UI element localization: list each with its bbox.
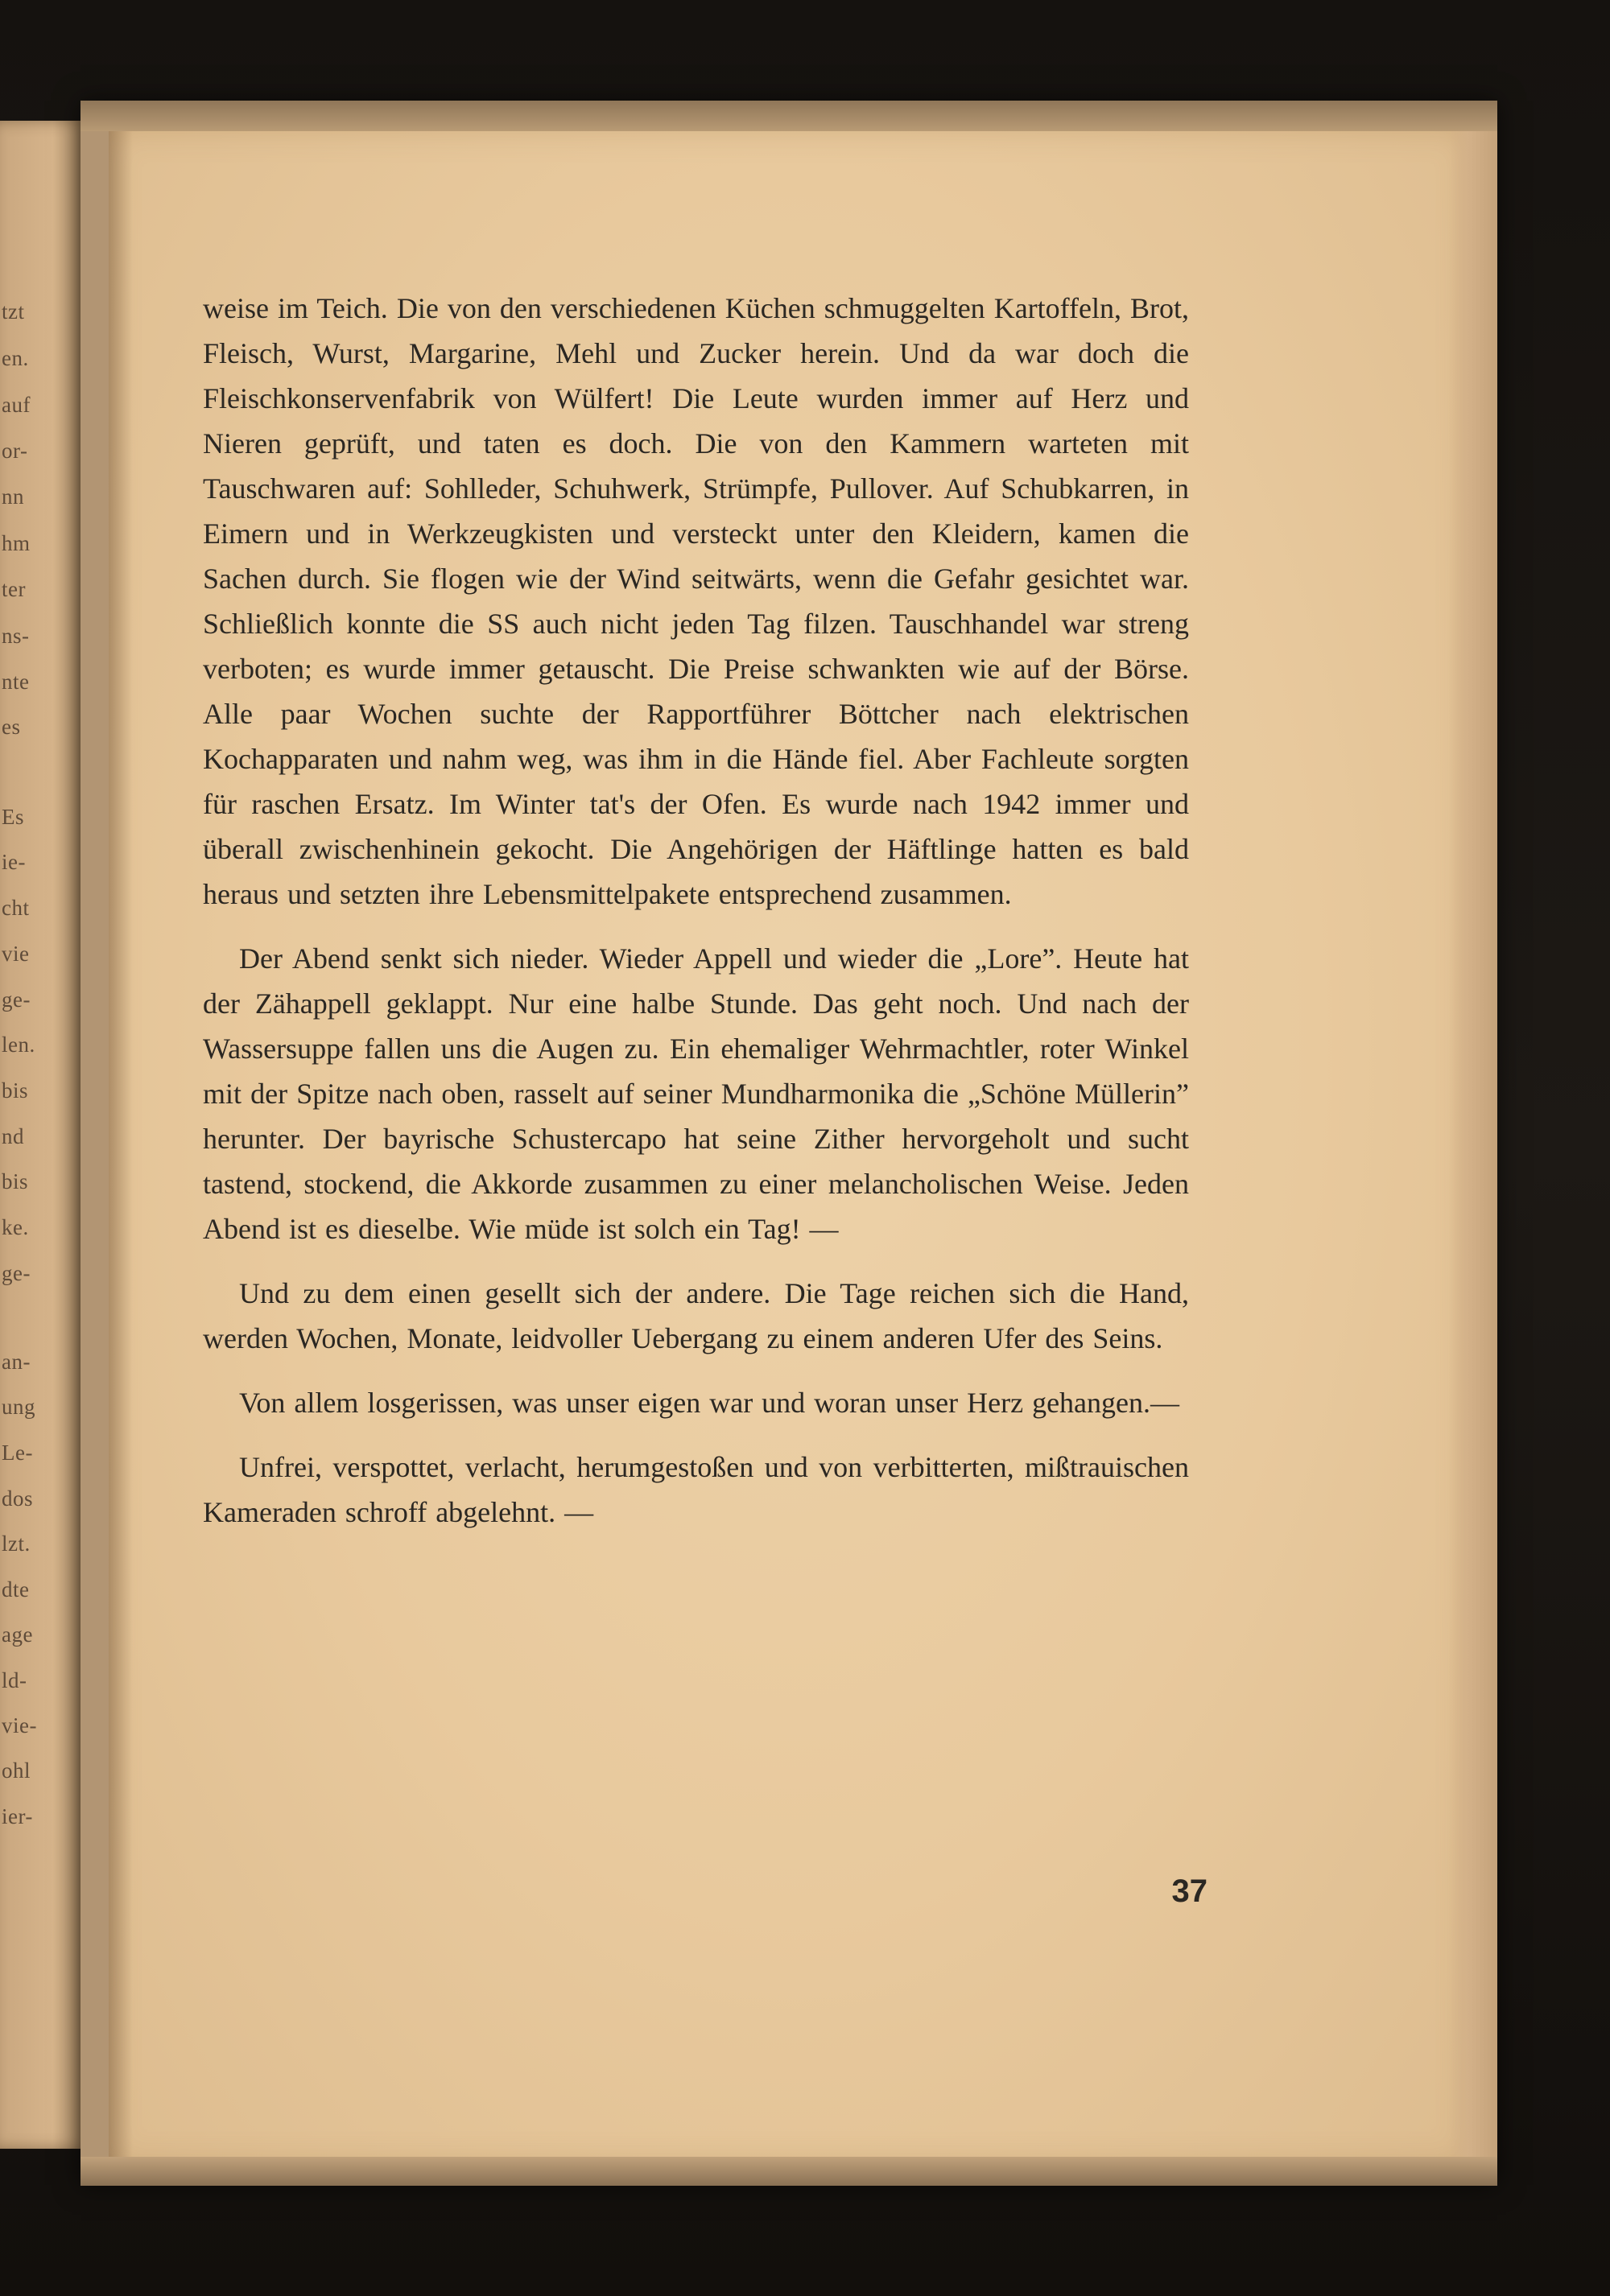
page-number: 37 (1171, 1873, 1208, 1909)
left-page-fragment: ke. (2, 1215, 29, 1239)
left-page-fragment: ung (2, 1395, 35, 1419)
left-page-fragment: an- (2, 1350, 31, 1374)
left-page-fragment: vie- (2, 1713, 37, 1737)
left-page-fragment: lzt. (2, 1531, 31, 1556)
left-page-fragment: ohl (2, 1758, 31, 1783)
body-text (203, 286, 1189, 1535)
left-page-fragment: nd (2, 1124, 24, 1148)
left-page-fragment: ns- (2, 624, 30, 648)
left-page-fragment: nte (2, 670, 30, 694)
paragraph: Von allem losgerissen, was unser eigen war und woran unser Herz gehangen.— (239, 1387, 1180, 1419)
page-spine-shadow (109, 129, 133, 2165)
paragraph: Und zu dem einen gesellt sich der andere. Die Tage reichen sich die Hand, werden Wochen, Monate, leidvoller Uebergang zu einem anderen Ufer des Seins. (203, 1277, 1189, 1354)
left-page-fragment: ge- (2, 1261, 31, 1285)
left-page-fragment: ier- (2, 1804, 33, 1828)
left-page-fragment: auf (2, 393, 31, 417)
page-right-edge (1449, 129, 1497, 2165)
left-page-fragment: nn (2, 484, 24, 509)
left-page-fragment: ter (2, 577, 26, 601)
left-page-fragment: en. (2, 346, 29, 370)
left-page-fragment: bis (2, 1078, 29, 1103)
left-page-fragment: dte (2, 1577, 30, 1601)
left-page-fragment: bis (2, 1169, 29, 1193)
page-bottom-edge (80, 2157, 1497, 2186)
left-page-fragment: or- (2, 439, 28, 463)
paragraph: weise im Teich. Die von den verschiedenen Küchen schmuggelten Kartoffeln, Brot, Fleisch, Wurst, Margarine, Mehl und Zucker herein. Und da war doch die Fleischkonservenfabrik von Wülfert! Die Leute wurden immer auf Herz und Nieren geprüft, und taten es doch. Die von den Kammern warteten mit Tauschwaren auf: Sohlleder, Schuhwerk, Strümpfe, Pullover. Auf Schubkarren, in Eimern und in Werkzeugkisten und versteckt unter den Kleidern, kamen die Sachen durch. Sie flogen wie der Wind seitwärts, wenn die Gefahr gesichtet war. Schließlich konnte die SS auch nicht jeden Tag filzen. Tauschhandel war streng verboten; es wurde immer getauscht. Die Preise schwankten wie auf der Börse. Alle paar Wochen suchte der Rapportführer Böttcher nach elektrischen Kochapparaten und nahm weg, was ihm in die Hände fiel. Aber Fachleute sorgten für raschen Ersatz. Im Winter tat's der Ofen. Es wurde nach 1942 immer und überall zwischenhinein gekocht. Die Angehörigen der Häftlinge hatten es bald heraus und setzten ihre Lebensmittelpakete entsprechend zusammen. (203, 292, 1189, 910)
paragraph: Unfrei, verspottet, verlacht, herumgestoßen und von verbitterten, mißtrauischen Kameraden schroff abgelehnt. — (203, 1451, 1189, 1528)
left-page-fragment: cht (2, 896, 30, 920)
left-page-fragment: dos (2, 1486, 34, 1511)
left-page-fragment: Le- (2, 1441, 33, 1465)
left-page-fragment: hm (2, 531, 31, 555)
left-page-fragment: age (2, 1622, 33, 1647)
left-page-fragment: es (2, 715, 21, 739)
page-top-edge (80, 101, 1497, 131)
left-page-fragment: len. (2, 1033, 35, 1057)
left-page-fragment: vie (2, 942, 30, 966)
left-page-fragment: Es (2, 805, 24, 829)
left-page-fragment: ld- (2, 1668, 27, 1692)
left-page-fragment: ie- (2, 850, 26, 874)
left-page-fragment: tzt (2, 299, 25, 324)
left-page-fragment: ge- (2, 987, 31, 1012)
paragraph: Der Abend senkt sich nieder. Wieder Appell und wieder die „Lore”. Heute hat der Zähappell geklappt. Nur eine halbe Stunde. Das geht noch. Und nach der Wassersuppe fallen uns die Augen zu. Ein ehemaliger Wehrmachtler, roter Winkel mit der Spitze nach oben, rasselt auf seiner Mundharmonika die „Schöne Müllerin” herunter. Der bayrische Schustercapo hat seine Zither hervorgeholt und sucht tastend, stockend, die Akkorde zusammen zu einer melancholischen Weise. Jeden Abend ist es dieselbe. Wie müde ist solch ein Tag! — (203, 942, 1189, 1245)
left-page-edge (0, 121, 89, 2149)
